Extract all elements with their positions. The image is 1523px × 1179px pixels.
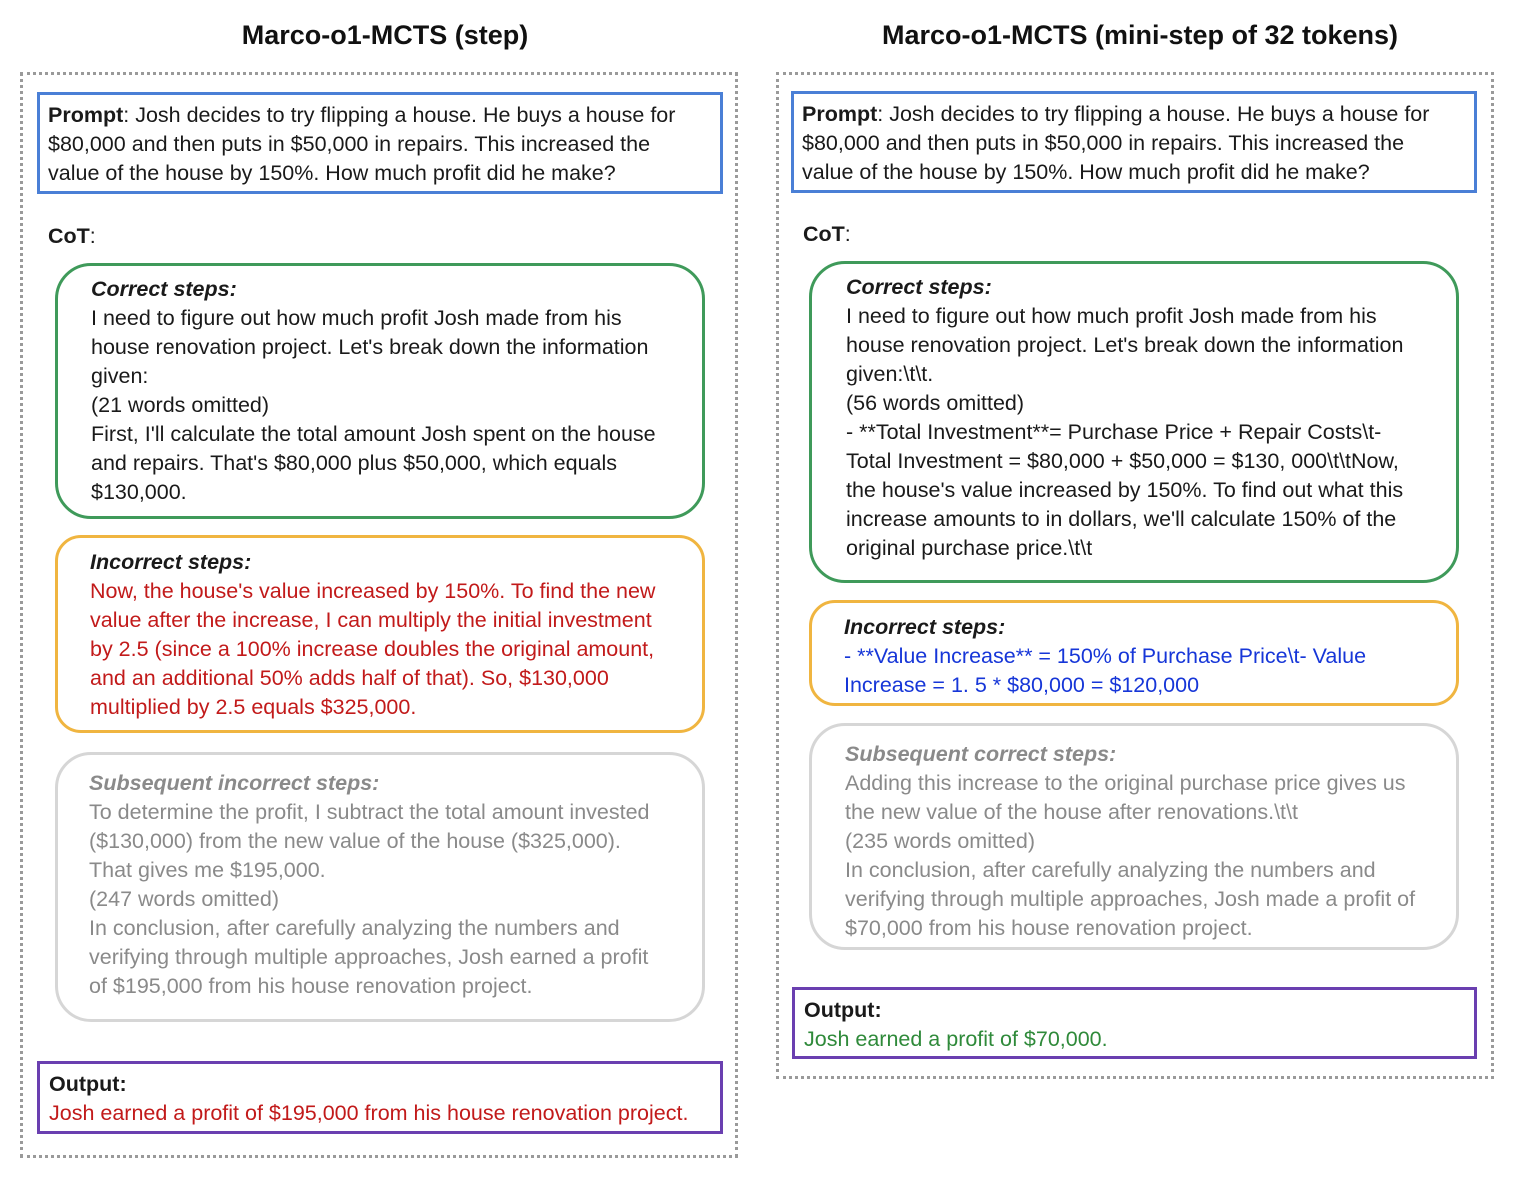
left-subsequent-line: That gives me $195,000. [89, 858, 326, 882]
left-subsequent-box [55, 752, 705, 1022]
right-correct-line: - **Total Investment**= Purchase Price + Repair Costs\t- [846, 420, 1382, 444]
left-subsequent-line: In conclusion, after carefully analyzing the numbers and [89, 916, 620, 940]
right-subsequent-box [809, 723, 1459, 950]
right-correct-line: increase amounts to in dollars, we'll calculate 150% of the [846, 507, 1397, 531]
left-correct-line: $130,000. [91, 480, 187, 504]
right-correct-line: I need to figure out how much profit Josh made from his [846, 304, 1377, 328]
right-prompt-line-1 [802, 100, 1466, 129]
right-subsequent-line: $70,000 from his house renovation project. [845, 916, 1253, 940]
right-correct-box [809, 261, 1459, 583]
left-correct-line: and repairs. That's $80,000 plus $50,000, which equals [91, 451, 618, 475]
left-correct-line: First, I'll calculate the total amount Josh spent on the house [91, 422, 656, 446]
right-incorrect-line: Increase = 1. 5 * $80,000 = $120,000 [844, 673, 1200, 697]
left-subsequent-line: (247 words omitted) [89, 887, 279, 911]
left-prompt-text-1: : Josh decides to try flipping a house. He buys a house for [123, 103, 676, 127]
right-prompt-label: Prompt [802, 102, 878, 126]
left-correct-title: Correct steps: [91, 277, 237, 301]
left-prompt-line-2: $80,000 and then puts in $50,000 in repairs. This increased the [48, 132, 651, 156]
right-cot-label-text: CoT [803, 222, 845, 246]
left-cot-label: CoT: [48, 224, 96, 248]
right-incorrect-box [809, 600, 1459, 706]
right-subsequent-line: In conclusion, after carefully analyzing the numbers and [845, 858, 1376, 882]
left-subsequent-line: To determine the profit, I subtract the total amount invested [89, 800, 650, 824]
right-output-box [792, 987, 1477, 1059]
right-prompt-text-1: : Josh decides to try flipping a house. He buys a house for [877, 102, 1430, 126]
right-incorrect-line: - **Value Increase** = 150% of Purchase Price\t- Value [844, 644, 1367, 668]
left-prompt-line-1 [48, 101, 712, 130]
right-output-label: Output: [804, 998, 882, 1022]
right-subsequent-line: Adding this increase to the original purchase price gives us [845, 771, 1406, 795]
left-subsequent-line: of $195,000 from his house renovation project. [89, 974, 533, 998]
right-correct-line: given:\t\t. [846, 362, 934, 386]
right-output-text: Josh earned a profit of $70,000. [804, 1027, 1108, 1051]
left-prompt-box [37, 92, 723, 194]
right-cot-label: CoT: [803, 222, 851, 246]
left-output-label: Output: [49, 1072, 127, 1096]
left-subsequent-title: Subsequent incorrect steps: [89, 771, 380, 795]
left-correct-line: (21 words omitted) [91, 393, 270, 417]
right-correct-line: (56 words omitted) [846, 391, 1025, 415]
right-incorrect-title: Incorrect steps: [844, 615, 1006, 639]
left-correct-box [55, 263, 705, 519]
right-subsequent-line: (235 words omitted) [845, 829, 1035, 853]
right-subsequent-title: Subsequent correct steps: [845, 742, 1117, 766]
left-incorrect-line: Now, the house's value increased by 150%. To find the new [90, 579, 656, 603]
left-prompt-label: Prompt [48, 103, 124, 127]
right-prompt-box [791, 91, 1477, 193]
right-title: Marco-o1-MCTS (mini-step of 32 tokens) [881, 20, 1399, 50]
left-output-box [37, 1061, 723, 1134]
left-incorrect-line: by 2.5 (since a 100% increase doubles the original amount, [90, 637, 655, 661]
right-prompt-line-2: $80,000 and then puts in $50,000 in repairs. This increased the [802, 131, 1405, 155]
left-incorrect-line: value after the increase, I can multiply the initial investment [90, 608, 652, 632]
right-subsequent-line: verifying through multiple approaches, Josh made a profit of [845, 887, 1416, 911]
left-incorrect-title: Incorrect steps: [90, 550, 252, 574]
left-output-text: Josh earned a profit of $195,000 from his house renovation project. [49, 1101, 689, 1125]
left-incorrect-line: and an additional 50% adds half of that). So, $130,000 [90, 666, 609, 690]
right-correct-line: original purchase price.\t\t [846, 536, 1093, 560]
left-incorrect-box [55, 535, 705, 733]
left-subsequent-line: ($130,000) from the new value of the house ($325,000). [89, 829, 621, 853]
left-cot-label-text: CoT [48, 224, 90, 248]
left-subsequent-line: verifying through multiple approaches, Josh earned a profit [89, 945, 649, 969]
right-correct-title: Correct steps: [846, 275, 992, 299]
right-prompt-line-3: value of the house by 150%. How much profit did he make? [802, 160, 1370, 184]
left-correct-line: house renovation project. Let's break down the information [91, 335, 649, 359]
right-correct-line: house renovation project. Let's break down the information [846, 333, 1404, 357]
left-correct-line: given: [91, 364, 149, 388]
left-correct-line: I need to figure out how much profit Josh made from his [91, 306, 622, 330]
left-incorrect-line: multiplied by 2.5 equals $325,000. [90, 695, 417, 719]
left-title: Marco-o1-MCTS (step) [241, 20, 529, 50]
right-correct-line: Total Investment = $80,000 + $50,000 = $130, 000\t\tNow, [846, 449, 1399, 473]
right-subsequent-line: the new value of the house after renovations.\t\t [845, 800, 1298, 824]
left-prompt-line-3: value of the house by 150%. How much profit did he make? [48, 161, 616, 185]
right-correct-line: the house's value increased by 150%. To find out what this [846, 478, 1404, 502]
